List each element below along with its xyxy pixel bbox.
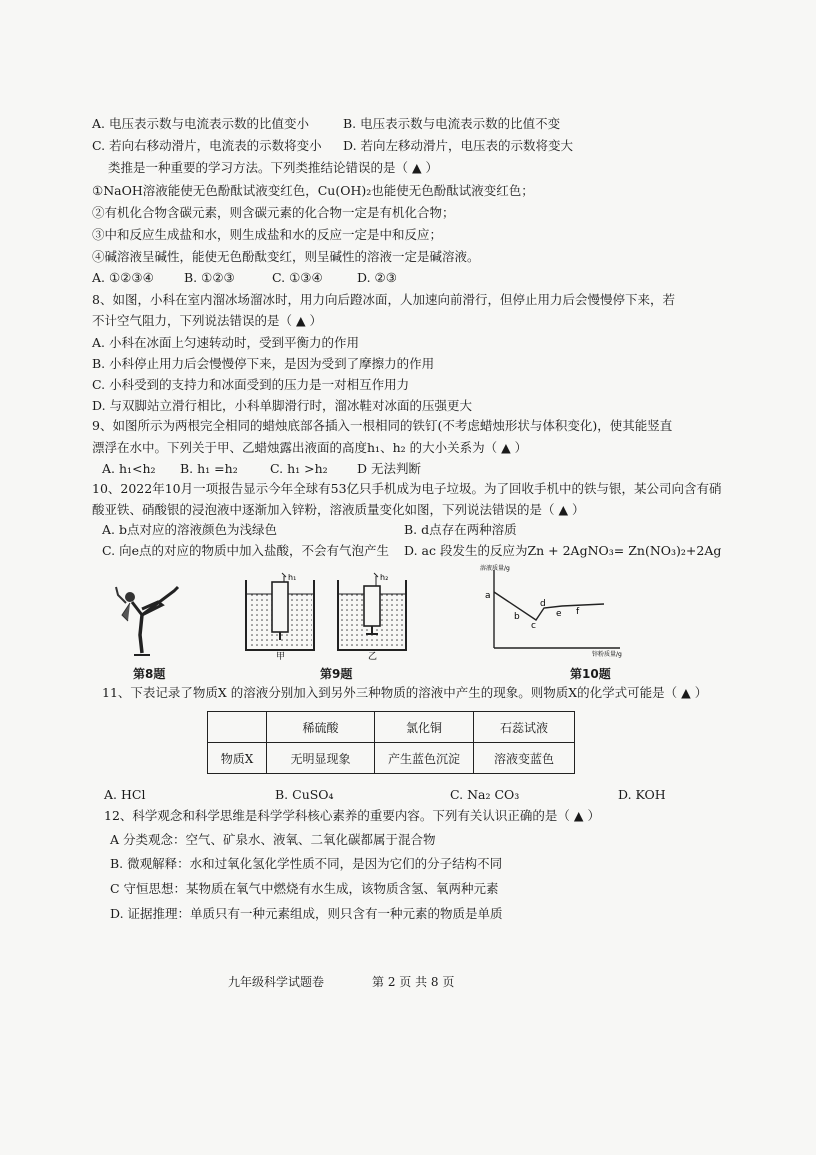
- h2-label: h₂: [380, 573, 389, 582]
- q10-option-b: B. d点存在两种溶质: [404, 522, 517, 537]
- footer-title: 九年级科学试题卷: [228, 975, 325, 989]
- table-header: 稀硫酸: [267, 712, 375, 743]
- q7b-statement-3: ③中和反应生成盐和水，则生成盐和水的反应一定是中和反应；: [92, 227, 443, 242]
- q8-option-b: B. 小科停止用力后会慢慢停下来，是因为受到了摩擦力的作用: [92, 356, 435, 371]
- point-d-label: d: [540, 599, 546, 609]
- q11-option-b: B. CuSO₄: [275, 787, 334, 802]
- table-row: [208, 743, 575, 774]
- table-header: 氯化铜: [375, 712, 474, 743]
- q11-stem: 11、下表记录了物质X 的溶液分别加入到另外三种物质的溶液中产生的现象。则物质X的化学式可能是（ ▲ ）: [102, 685, 708, 700]
- q10-stem-line1: 10、2022年10月一项报告显示今年全球有53亿只手机成为电子垃圾。为了回收手机中的铁与银，某公司向含有硝: [92, 481, 722, 496]
- q8-option-d: D. 与双脚站立滑行相比，小科单脚滑行时，溜冰鞋对冰面的压强更大: [92, 398, 473, 413]
- q11-option-a: A. HCl: [104, 787, 146, 802]
- q9-option-d: D 无法判断: [357, 461, 421, 476]
- solution-mass-graph: [470, 562, 630, 662]
- q7b-option-b: B. ①②③: [184, 270, 235, 285]
- q8-stem-line1: 8、如图，小科在室内溜冰场溜冰时，用力向后蹬冰面，人加速向前滑行，但停止用力后会慢慢停下来，若: [92, 292, 675, 307]
- table-cell: 产生蓝色沉淀: [375, 743, 474, 774]
- q7b-statement-2: ②有机化合物含碳元素，则含碳元素的化合物一定是有机化合物；: [92, 205, 455, 220]
- q7b-option-a: A. ①②③④: [92, 270, 154, 285]
- caption-q8: 第8题: [133, 667, 166, 681]
- q12-stem: 12、科学观念和科学思维是科学学科核心素养的重要内容。下列有关认识正确的是（ ▲ ）: [104, 808, 600, 823]
- q7b-statement-4: ④碱溶液呈碱性，能使无色酚酞变红，则呈碱性的溶液一定是碱溶液。: [92, 249, 480, 264]
- table-header: 石蕊试液: [474, 712, 575, 743]
- q12-option-a: A 分类观念：空气、矿泉水、液氧、二氧化碳都属于混合物: [110, 832, 436, 847]
- point-b-label: b: [514, 612, 520, 622]
- q7-option-a: A. 电压表示数与电流表示数的比值变小: [92, 116, 309, 131]
- x-axis-label: 锌粉质量/g: [592, 651, 622, 658]
- beaker-yi: [338, 573, 406, 650]
- skater-figure: [112, 575, 192, 660]
- q7b-option-c: C. ①③④: [272, 270, 323, 285]
- yi-label: 乙: [368, 652, 378, 660]
- table-row-label: 物质X: [208, 743, 267, 774]
- q12-option-b: B. 微观解释：水和过氧化氢化学性质不同，是因为它们的分子结构不同: [110, 856, 503, 871]
- caption-q9: 第9题: [320, 667, 353, 681]
- q8-option-a: A. 小科在冰面上匀速转动时，受到平衡力的作用: [92, 335, 359, 350]
- beakers-figure: [240, 568, 410, 660]
- q11-option-d: D. KOH: [618, 787, 666, 802]
- caption-q10: 第10题: [570, 667, 611, 681]
- beaker-jia: [246, 573, 314, 650]
- q9-option-a: A. h₁<h₂: [102, 461, 156, 476]
- point-f-label: f: [576, 607, 580, 617]
- q12-option-d: D. 证据推理：单质只有一种元素组成，则只含有一种元素的物质是单质: [110, 906, 503, 921]
- q10-stem-line2: 酸亚铁、硝酸银的浸泡液中逐渐加入锌粉，溶液质量变化如图，下列说法错误的是（ ▲ ）: [92, 502, 585, 517]
- q12-option-c: C 守恒思想：某物质在氧气中燃烧有水生成，该物质含氢、氧两种元素: [110, 881, 499, 896]
- q11-table: [207, 711, 575, 774]
- point-a-label: a: [485, 591, 491, 601]
- table-corner: [208, 712, 267, 743]
- q10-option-c: C. 向e点的对应的物质中加入盐酸，不会有气泡产生: [102, 543, 389, 558]
- table-cell: 溶液变蓝色: [474, 743, 575, 774]
- table-row: [208, 712, 575, 743]
- q7b-statement-1: ①NaOH溶液能使无色酚酞试液变红色，Cu(OH)₂也能使无色酚酞试液变红色；: [92, 183, 534, 198]
- q7b-option-d: D. ②③: [357, 270, 397, 285]
- q11-option-c: C. Na₂ CO₃: [450, 787, 520, 802]
- q9-option-c: C. h₁ >h₂: [270, 461, 328, 476]
- h1-label: h₁: [288, 573, 297, 582]
- q9-option-b: B. h₁ =h₂: [180, 461, 238, 476]
- q9-stem-line2: 漂浮在水中。下列关于甲、乙蜡烛露出液面的高度h₁、h₂ 的大小关系为（ ▲ ）: [92, 440, 528, 455]
- q10-option-a: A. b点对应的溶液颜色为浅绿色: [102, 522, 277, 537]
- q10-option-d: D. ac 段发生的反应为Zn + 2AgNO₃= Zn(NO₃)₂+2Ag: [404, 543, 722, 558]
- point-c-label: c: [531, 621, 536, 631]
- y-axis-label: 溶液质量/g: [480, 565, 510, 572]
- q7b-stem: 类推是一种重要的学习方法。下列类推结论错误的是（ ▲ ）: [108, 160, 439, 175]
- q7-option-b: B. 电压表示数与电流表示数的比值不变: [343, 116, 561, 131]
- q9-stem-line1: 9、如图所示为两根完全相同的蜡烛底部各插入一根相同的铁钉(不考虑蜡烛形状与体积变化)，使其能竖直: [92, 418, 673, 433]
- table-cell: 无明显现象: [267, 743, 375, 774]
- q7-option-d: D. 若向左移动滑片，电压表的示数将变大: [343, 138, 574, 153]
- point-e-label: e: [556, 609, 562, 619]
- q7-option-c: C. 若向右移动滑片，电流表的示数将变小: [92, 138, 322, 153]
- footer-page-number: 第 2 页 共 8 页: [372, 975, 455, 989]
- q8-stem-line2: 不计空气阻力，下列说法错误的是（ ▲ ）: [92, 313, 323, 328]
- q8-option-c: C. 小科受到的支持力和冰面受到的压力是一对相互作用力: [92, 377, 410, 392]
- jia-label: 甲: [276, 652, 286, 660]
- mass-curve: [494, 592, 604, 620]
